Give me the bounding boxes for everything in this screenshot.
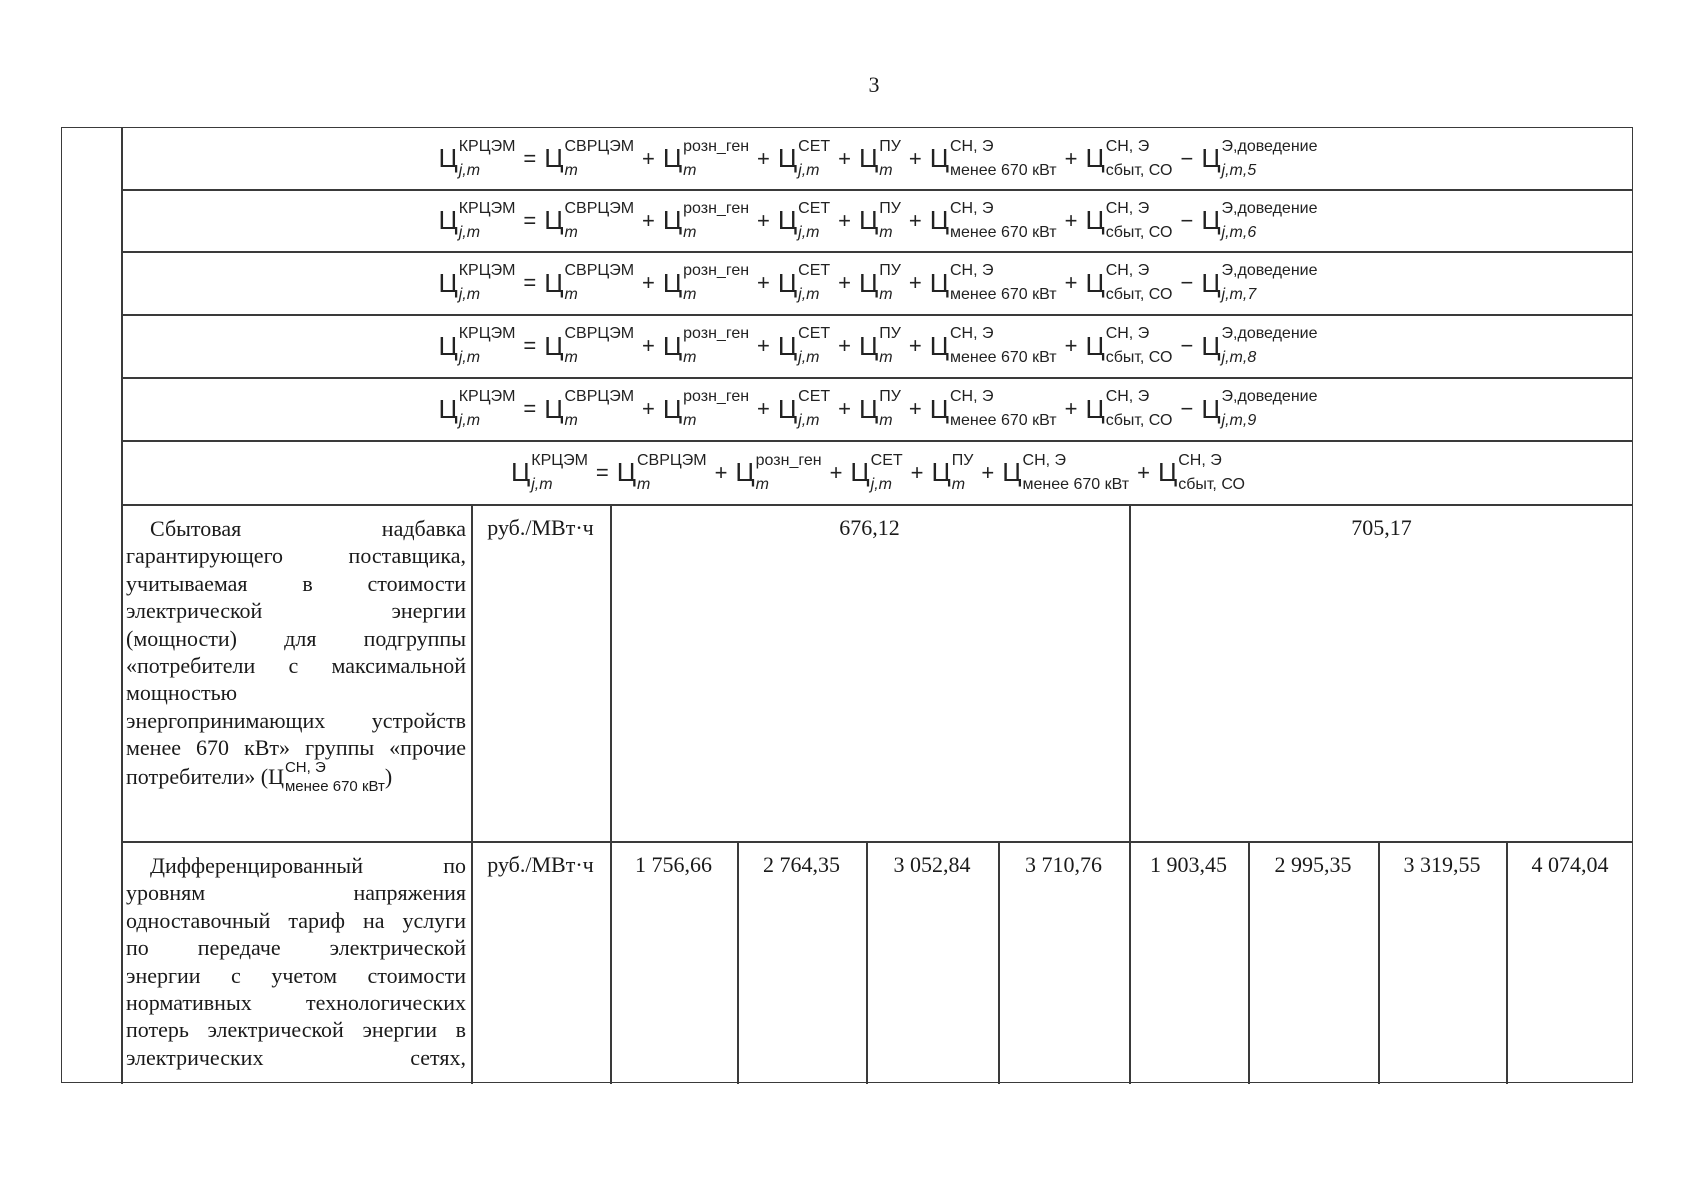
- formula-subscript: менее 670 кВт: [1022, 475, 1130, 493]
- row-divider-7: [121, 841, 1633, 843]
- formula-superscript: СН, Э: [1105, 325, 1150, 342]
- formula-operator: −: [1180, 145, 1194, 171]
- formula-superscript: Э,доведение: [1221, 388, 1318, 405]
- formula-superscript: СН, Э: [950, 325, 994, 342]
- formula-operator: +: [1137, 459, 1150, 485]
- text-line: Дифференцированный по: [150, 853, 466, 878]
- formula-term: [749, 325, 831, 366]
- tariff-value: 3 319,55: [1403, 852, 1481, 877]
- formula-subscript: j,m: [798, 161, 820, 179]
- formula-symbol: Ц: [511, 457, 531, 487]
- formula-superscript: Э,доведение: [1221, 325, 1318, 342]
- formula-subscript: j,m: [798, 412, 820, 429]
- formula-operator: =: [523, 207, 537, 233]
- formula-operator: +: [908, 396, 922, 421]
- formula-term: [515, 199, 635, 241]
- formula-term: [1057, 262, 1173, 303]
- page-number: 3: [868, 72, 880, 97]
- formula-operator: =: [523, 270, 537, 295]
- formula-subscript: j,m,9: [1221, 412, 1257, 429]
- formula-term: [901, 199, 1057, 241]
- formula-subscript: j,m: [531, 475, 553, 493]
- formula-subscript: m: [564, 349, 578, 366]
- formula-term: [515, 262, 635, 303]
- text-line: нормативных технологических: [126, 990, 466, 1016]
- formula-subscript: m: [564, 161, 578, 179]
- formula-term: [634, 199, 750, 241]
- text-line: «потребители с максимальной: [126, 653, 466, 679]
- formula-subscript: m: [879, 412, 893, 429]
- formula-symbol: Ц: [735, 457, 755, 487]
- formula-term: [749, 388, 831, 429]
- formula-superscript: КРЦЭМ: [458, 199, 516, 217]
- text-line: учитываемая в стоимости: [126, 570, 466, 596]
- formula-operator: −: [1180, 333, 1194, 358]
- formula-operator: +: [908, 145, 922, 171]
- formula-symbol: Ц: [1085, 330, 1105, 361]
- markup-value-period-2: 705,17: [1351, 515, 1412, 540]
- formula-symbol: Ц: [544, 267, 564, 298]
- formula-subscript: m: [951, 475, 966, 493]
- formula-row: [122, 441, 1634, 504]
- formula-term: [1057, 325, 1173, 366]
- formula-row: [122, 315, 1634, 377]
- formula-superscript: КРЦЭМ: [531, 451, 588, 469]
- tariff-value: 3 052,84: [893, 852, 971, 877]
- markup-value-period-1: 676,12: [839, 515, 900, 540]
- formula-symbol: Ц: [1085, 393, 1105, 424]
- formula-term: [1057, 199, 1173, 241]
- formula-symbol: Ц: [544, 393, 564, 424]
- formula-superscript: СН, Э: [950, 388, 994, 405]
- formula-operator: +: [838, 333, 851, 358]
- formula-operator: +: [838, 396, 851, 421]
- formula-operator: =: [523, 396, 537, 421]
- formula-term: [438, 325, 516, 366]
- formula-symbol: Ц: [544, 205, 564, 235]
- formula-subscript: j,m,8: [1221, 349, 1257, 366]
- text-line: менее 670 кВт» группы «прочие: [126, 735, 466, 761]
- formula-subscript: сбыт, СО: [1178, 475, 1245, 493]
- formula-symbol: Ц: [929, 393, 949, 424]
- formula-symbol: Ц: [859, 143, 879, 173]
- formula-operator: +: [1064, 207, 1078, 233]
- formula-symbol: Ц: [1085, 143, 1105, 173]
- formula: [438, 325, 1318, 366]
- formula-symbol: Ц: [1085, 205, 1105, 235]
- formula-term: [634, 388, 750, 429]
- formula-term: [903, 451, 974, 493]
- tariff-value: 4 074,04: [1531, 852, 1609, 877]
- formula-symbol: Ц: [850, 457, 870, 487]
- formula-subscript: m: [683, 349, 697, 366]
- formula-operator: =: [523, 333, 537, 358]
- tariff-description: [126, 852, 466, 1071]
- symbol-sup: СН, Э: [284, 758, 326, 776]
- formula-term: [749, 137, 831, 179]
- formula-superscript: СН, Э: [1178, 451, 1222, 469]
- formula: [438, 199, 1318, 241]
- formula-term: [1172, 137, 1318, 179]
- formula-superscript: розн_ген: [683, 325, 750, 342]
- formula-term: [749, 199, 831, 241]
- formula-superscript: КРЦЭМ: [458, 388, 516, 405]
- formula-symbol: Ц: [662, 267, 683, 298]
- text-line: (мощности) для подгруппы: [126, 625, 466, 651]
- formula-term: [515, 388, 635, 429]
- column-divider-values: [610, 504, 612, 1084]
- formula-superscript: СН, Э: [1105, 199, 1150, 217]
- formula-symbol: Ц: [777, 143, 798, 173]
- formula-term: [438, 199, 516, 241]
- formula-subscript: j,m: [870, 475, 892, 493]
- formula-superscript: СВРЦЭМ: [564, 199, 635, 217]
- formula-subscript: j,m: [458, 349, 481, 366]
- formula-symbol: Ц: [859, 393, 879, 424]
- formula: [438, 262, 1318, 303]
- formula-row: [122, 378, 1634, 440]
- formula-term: [830, 199, 901, 241]
- formula-operator: +: [642, 145, 655, 171]
- formula-operator: =: [523, 145, 537, 171]
- symbol-sub: менее 670 кВт: [284, 777, 385, 795]
- formula-term: [1172, 388, 1318, 429]
- formula-operator: +: [829, 459, 843, 485]
- formula-term: [1172, 199, 1318, 241]
- formula-superscript: СН, Э: [1105, 262, 1150, 279]
- formula-symbol: Ц: [929, 205, 949, 235]
- text-line: уровням напряжения: [126, 880, 466, 906]
- formula-operator: +: [910, 459, 924, 485]
- formula-operator: +: [1064, 270, 1078, 295]
- formula-operator: +: [1064, 333, 1078, 358]
- formula-superscript: розн_ген: [755, 451, 822, 469]
- formula-superscript: СН, Э: [1022, 451, 1067, 469]
- text-line: мощностью: [126, 680, 238, 706]
- text-line: потерь электрической энергии в: [126, 1017, 466, 1043]
- formula-operator: +: [908, 333, 922, 358]
- formula-superscript: СЕТ: [798, 137, 831, 155]
- formula-superscript: СЕТ: [798, 388, 831, 405]
- tariff-value: 2 764,35: [763, 852, 840, 877]
- formula-symbol: Ц: [662, 330, 683, 361]
- formula-operator: +: [838, 207, 851, 233]
- formula-symbol: Ц: [777, 330, 798, 361]
- formula-term: [830, 262, 901, 303]
- formula-operator: +: [908, 270, 922, 295]
- formula-subscript: сбыт, СО: [1105, 161, 1173, 179]
- formula-superscript: розн_ген: [683, 137, 750, 155]
- formula-symbol: Ц: [777, 393, 798, 424]
- formula-operator: −: [1180, 270, 1194, 295]
- formula-symbol: Ц: [438, 143, 458, 173]
- formula-subscript: m: [879, 349, 893, 366]
- formula-superscript: СЕТ: [798, 262, 831, 279]
- formula: [511, 451, 1245, 493]
- text-line: электрических сетях,: [126, 1044, 466, 1070]
- formula-superscript: ПУ: [879, 137, 901, 155]
- formula-symbol: Ц: [1002, 457, 1022, 487]
- formula-subscript: m: [683, 223, 697, 241]
- text-line: по передаче электрической: [126, 935, 466, 961]
- formula-subscript: m: [683, 286, 697, 303]
- formula-operator: +: [757, 207, 770, 233]
- markup-unit: руб./МВт·ч: [487, 515, 594, 540]
- formula-subscript: m: [564, 223, 578, 241]
- tariff-unit: руб./МВт·ч: [487, 852, 594, 877]
- formula-term: [1129, 451, 1245, 493]
- formula-superscript: СВРЦЭМ: [564, 325, 635, 342]
- formula-term: [749, 262, 831, 303]
- formula-term: [438, 262, 516, 303]
- text-line: электрической энергии: [126, 598, 466, 624]
- formula-subscript: менее 670 кВт: [950, 412, 1057, 429]
- formula-superscript: ПУ: [879, 262, 901, 279]
- formula-operator: =: [595, 459, 609, 485]
- formula-term: [707, 451, 822, 493]
- formula-subscript: менее 670 кВт: [950, 161, 1057, 179]
- formula-subscript: m: [637, 475, 651, 493]
- formula-term: [901, 137, 1057, 179]
- formula-superscript: СВРЦЭМ: [564, 137, 635, 155]
- formula-subscript: менее 670 кВт: [950, 286, 1057, 303]
- formula-superscript: СВРЦЭМ: [564, 388, 635, 405]
- text-line: энергопринимающих устройств: [126, 707, 466, 733]
- formula-symbol: Ц: [1201, 267, 1221, 298]
- formula-superscript: СЕТ: [798, 199, 831, 217]
- formula-symbol: Ц: [662, 143, 683, 173]
- formula-superscript: СН, Э: [1105, 137, 1150, 155]
- formula-subscript: сбыт, СО: [1105, 223, 1173, 241]
- formula-row: [122, 128, 1634, 189]
- formula-subscript: j,m: [798, 349, 820, 366]
- formula-subscript: m: [879, 223, 893, 241]
- tariff-value: 1 903,45: [1150, 852, 1227, 877]
- formula-term: [511, 451, 588, 493]
- tariff-value: 2 995,35: [1274, 852, 1352, 877]
- text-line: энергии с учетом стоимости: [126, 962, 466, 988]
- formula-symbol: Ц: [859, 267, 879, 298]
- formula-superscript: ПУ: [879, 325, 901, 342]
- formula-superscript: розн_ген: [683, 262, 750, 279]
- formula-term: [901, 262, 1057, 303]
- formula-term: [634, 137, 750, 179]
- formula-superscript: ПУ: [951, 451, 974, 469]
- formula-term: [830, 137, 901, 179]
- formula-term: [515, 137, 635, 179]
- formula-subscript: j,m,6: [1221, 223, 1257, 241]
- formula-operator: +: [981, 459, 995, 485]
- formula-term: [901, 388, 1057, 429]
- formula-superscript: СВРЦЭМ: [564, 262, 635, 279]
- formula-superscript: КРЦЭМ: [458, 137, 516, 155]
- formula-row: [122, 190, 1634, 251]
- formula-subscript: m: [564, 412, 578, 429]
- formula-superscript: КРЦЭМ: [458, 325, 516, 342]
- formula-subscript: m: [879, 286, 893, 303]
- formula: [438, 137, 1318, 179]
- formula-symbol: Ц: [777, 205, 798, 235]
- formula-superscript: СЕТ: [798, 325, 831, 342]
- formula-operator: +: [838, 145, 851, 171]
- formula-symbol: Ц: [616, 457, 636, 487]
- formula-symbol: Ц: [1201, 205, 1221, 235]
- formula-operator: +: [642, 333, 655, 358]
- formula-operator: −: [1180, 207, 1194, 233]
- formula-symbol: Ц: [438, 393, 458, 424]
- formula-operator: +: [757, 396, 770, 421]
- formula-term: [1057, 388, 1173, 429]
- markup-symbol: [268, 758, 385, 795]
- tariff-table: [61, 127, 1633, 1083]
- row-divider-6: [121, 504, 1633, 506]
- formula-symbol: Ц: [1201, 393, 1221, 424]
- formula-subscript: сбыт, СО: [1105, 286, 1173, 303]
- formula-term: [634, 262, 750, 303]
- formula-subscript: j,m,7: [1221, 286, 1257, 303]
- formula-term: [973, 451, 1130, 493]
- formula-symbol: Ц: [929, 143, 949, 173]
- tariff-value: 3 710,76: [1025, 852, 1102, 877]
- formula-subscript: менее 670 кВт: [950, 349, 1057, 366]
- formula-operator: +: [642, 396, 655, 421]
- text-fragment: потребители» (: [126, 763, 269, 789]
- formula-symbol: Ц: [544, 143, 564, 173]
- formula-subscript: j,m: [458, 223, 481, 241]
- formula-operator: +: [1064, 396, 1078, 421]
- formula-symbol: Ц: [438, 330, 458, 361]
- formula-symbol: Ц: [929, 330, 949, 361]
- formula-symbol: Ц: [1201, 143, 1221, 173]
- formula-symbol: Ц: [662, 205, 683, 235]
- formula-operator: +: [757, 333, 770, 358]
- formula-row: [122, 252, 1634, 314]
- formula-term: [1172, 325, 1318, 366]
- formula-operator: +: [757, 145, 770, 171]
- text-line: Сбытовая надбавка: [150, 516, 466, 541]
- formula-symbol: Ц: [777, 267, 798, 298]
- formula-subscript: j,m: [798, 223, 820, 241]
- formula-operator: +: [642, 207, 655, 233]
- formula-term: [822, 451, 903, 493]
- formula-symbol: Ц: [438, 205, 458, 235]
- formula-superscript: СН, Э: [950, 137, 994, 155]
- tariff-value: 1 756,66: [635, 852, 712, 877]
- text-fragment: ): [384, 763, 393, 789]
- symbol-base: Ц: [268, 763, 284, 789]
- formula-symbol: Ц: [929, 267, 949, 298]
- formula-subscript: j,m,5: [1221, 161, 1257, 179]
- formula-term: [438, 137, 516, 179]
- formula-subscript: j,m: [798, 286, 820, 303]
- formula-symbol: Ц: [662, 393, 683, 424]
- formula-symbol: Ц: [1085, 267, 1105, 298]
- formula-subscript: сбыт, СО: [1105, 412, 1173, 429]
- formula-operator: +: [908, 207, 922, 233]
- formula-symbol: Ц: [438, 267, 458, 298]
- formula-superscript: СН, Э: [1105, 388, 1150, 405]
- column-divider-period: [1129, 504, 1131, 1084]
- column-divider-unit: [471, 504, 473, 1084]
- formula-symbol: Ц: [931, 457, 951, 487]
- text-line-with-symbol: [126, 758, 466, 795]
- formula-superscript: ПУ: [879, 388, 901, 405]
- formula-subscript: j,m: [458, 286, 481, 303]
- formula-subscript: m: [879, 161, 893, 179]
- formula-subscript: менее 670 кВт: [950, 223, 1057, 241]
- formula-symbol: Ц: [544, 330, 564, 361]
- formula-subscript: m: [683, 161, 697, 179]
- formula-superscript: Э,доведение: [1221, 199, 1318, 217]
- formula-term: [830, 388, 901, 429]
- formula-subscript: сбыт, СО: [1105, 349, 1173, 366]
- formula-subscript: m: [755, 475, 769, 493]
- formula-subscript: j,m: [458, 161, 481, 179]
- markup-description: [126, 515, 466, 795]
- formula-term: [1172, 262, 1318, 303]
- formula-operator: +: [838, 270, 851, 295]
- text-line: одноставочный тариф на услуги: [126, 907, 466, 933]
- formula-superscript: ПУ: [879, 199, 901, 217]
- formula-subscript: j,m: [458, 412, 481, 429]
- formula-superscript: розн_ген: [683, 388, 750, 405]
- formula-operator: +: [1064, 145, 1078, 171]
- formula-term: [634, 325, 750, 366]
- formula-operator: +: [642, 270, 655, 295]
- formula-symbol: Ц: [1157, 457, 1178, 487]
- formula-term: [901, 325, 1057, 366]
- formula-term: [515, 325, 635, 366]
- formula-subscript: m: [564, 286, 578, 303]
- formula-symbol: Ц: [1201, 330, 1221, 361]
- formula-symbol: Ц: [859, 330, 879, 361]
- formula-superscript: СВРЦЭМ: [637, 451, 707, 469]
- formula-operator: +: [757, 270, 770, 295]
- formula-term: [1057, 137, 1173, 179]
- formula-superscript: розн_ген: [683, 199, 750, 217]
- formula-operator: −: [1180, 396, 1194, 421]
- formula-term: [588, 451, 707, 493]
- formula-superscript: Э,доведение: [1221, 137, 1318, 155]
- text-line: гарантирующего поставщика,: [126, 543, 466, 569]
- formula-superscript: СН, Э: [950, 262, 994, 279]
- formula-term: [830, 325, 901, 366]
- formula-operator: +: [714, 459, 728, 485]
- formula-superscript: СЕТ: [870, 451, 903, 469]
- formula-symbol: Ц: [859, 205, 879, 235]
- formula-term: [438, 388, 516, 429]
- formula-superscript: СН, Э: [950, 199, 994, 217]
- formula-superscript: Э,доведение: [1221, 262, 1318, 279]
- formula-subscript: m: [683, 412, 697, 429]
- formula-superscript: КРЦЭМ: [458, 262, 516, 279]
- formula: [438, 388, 1318, 429]
